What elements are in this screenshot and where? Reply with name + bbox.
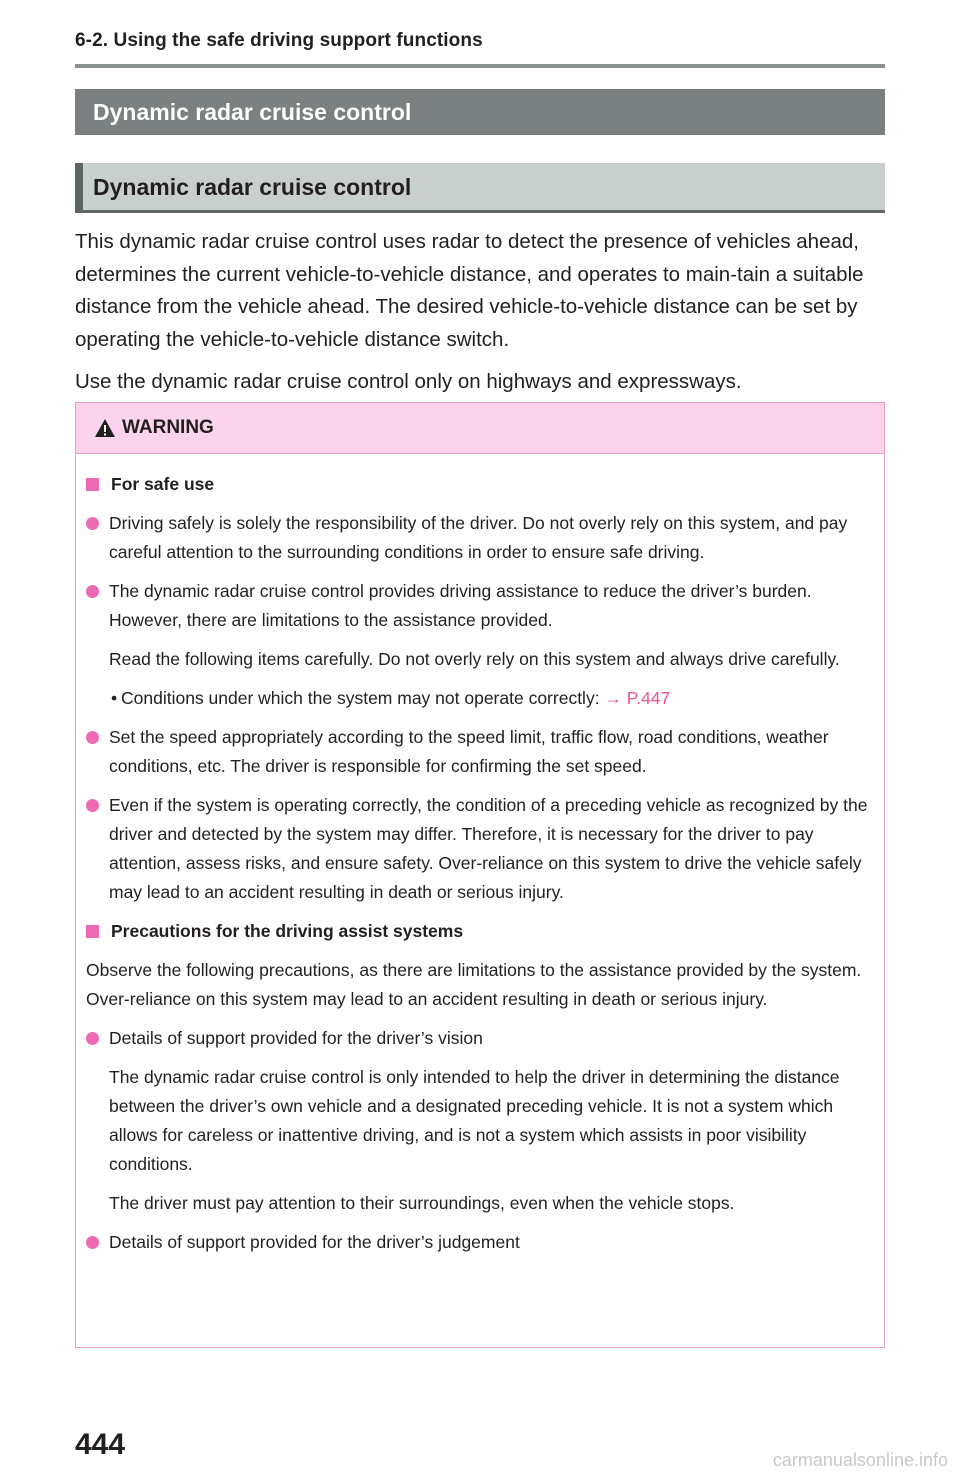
list-item	[86, 577, 870, 635]
list-item-text: Even if the system is operating correctly, the condition of a preceding vehicle as recognized by the driver and detected by the system may differ. Therefore, it is necessary for the driver to pay attention, assess risks, and ensure safety. Over-reliance on this system to drive the vehicle safely may lead to an accident resulting in death or serious injury.	[109, 795, 868, 902]
subheading	[86, 470, 870, 499]
circle-bullet-icon	[86, 1032, 99, 1045]
intro-text	[75, 226, 875, 399]
circle-bullet-icon	[86, 585, 99, 598]
list-item-text: Details of support provided for the driver’s vision	[109, 1028, 483, 1048]
list-item	[86, 1024, 870, 1053]
square-bullet-icon	[86, 478, 99, 491]
running-header: 6-2. Using the safe driving support functions	[75, 30, 483, 51]
subheading-text: Precautions for the driving assist systems	[111, 921, 464, 941]
page-number: 444	[75, 1428, 126, 1461]
warning-header	[76, 403, 884, 454]
watermark: carmanualsonline.info	[772, 1450, 948, 1470]
continuation-text: The driver must pay attention to their surroundings, even when the vehicle stops.	[109, 1193, 735, 1213]
continuation-text: Read the following items carefully. Do not overly rely on this system and always drive carefully.	[109, 649, 840, 669]
circle-bullet-icon	[86, 731, 99, 744]
page-title: Dynamic radar cruise control	[75, 89, 885, 135]
subheading	[86, 917, 870, 946]
page-reference-link[interactable]: → P.447	[604, 688, 671, 708]
warning-box	[75, 402, 885, 1348]
list-item	[86, 1228, 870, 1257]
list-item-text: Details of support provided for the driver’s judgement	[109, 1232, 520, 1252]
list-item-text: Driving safely is solely the responsibility of the driver. Do not overly rely on this system, and pay careful attention to the surrounding conditions in order to ensure safe driving.	[109, 513, 848, 562]
section-heading: Dynamic radar cruise control	[75, 163, 885, 213]
list-item-text: The dynamic radar cruise control provides driving assistance to reduce the driver’s burden. However, there are limitations to the assistance provided.	[109, 581, 812, 630]
sub-bullet	[86, 684, 870, 713]
sub-bullet-text: Conditions under which the system may not operate correctly:	[121, 688, 605, 708]
header-rule	[75, 64, 885, 68]
continuation-text: The dynamic radar cruise control is only intended to help the driver in determining the distance between the driver’s own vehicle and a designated preceding vehicle. It is not a system which allows for careless or inattentive driving, and is not a system which assists in poor visibility conditions.	[109, 1067, 840, 1174]
warning-body	[76, 454, 884, 1257]
square-bullet-icon	[86, 925, 99, 938]
circle-bullet-icon	[86, 1236, 99, 1249]
subheading-text: For safe use	[111, 474, 215, 494]
intro-paragraph: This dynamic radar cruise control uses radar to detect the presence of vehicles ahead, determines the current vehicle-to-vehicle distance, and operates to main-tain a suitable distance from the vehicle ahead. The desired vehicle-to-vehicle distance can be set by operating the vehicle-to-vehicle distance switch.	[75, 230, 864, 351]
list-item-text: Set the speed appropriately according to the speed limit, traffic flow, road conditions, weather conditions, etc. The driver is responsible for confirming the set speed.	[109, 727, 829, 776]
list-item	[86, 723, 870, 781]
circle-bullet-icon	[86, 799, 99, 812]
list-item	[86, 509, 870, 567]
list-item	[86, 791, 870, 907]
circle-bullet-icon	[86, 517, 99, 530]
warning-label: WARNING	[122, 417, 214, 438]
paragraph: Observe the following precautions, as there are limitations to the assistance provided by the system. Over-reliance on this system may lead to an accident resulting in death or serious injury.	[86, 960, 862, 1009]
warning-triangle-icon	[94, 418, 116, 438]
intro-paragraph: Use the dynamic radar cruise control only on highways and expressways.	[75, 370, 742, 393]
